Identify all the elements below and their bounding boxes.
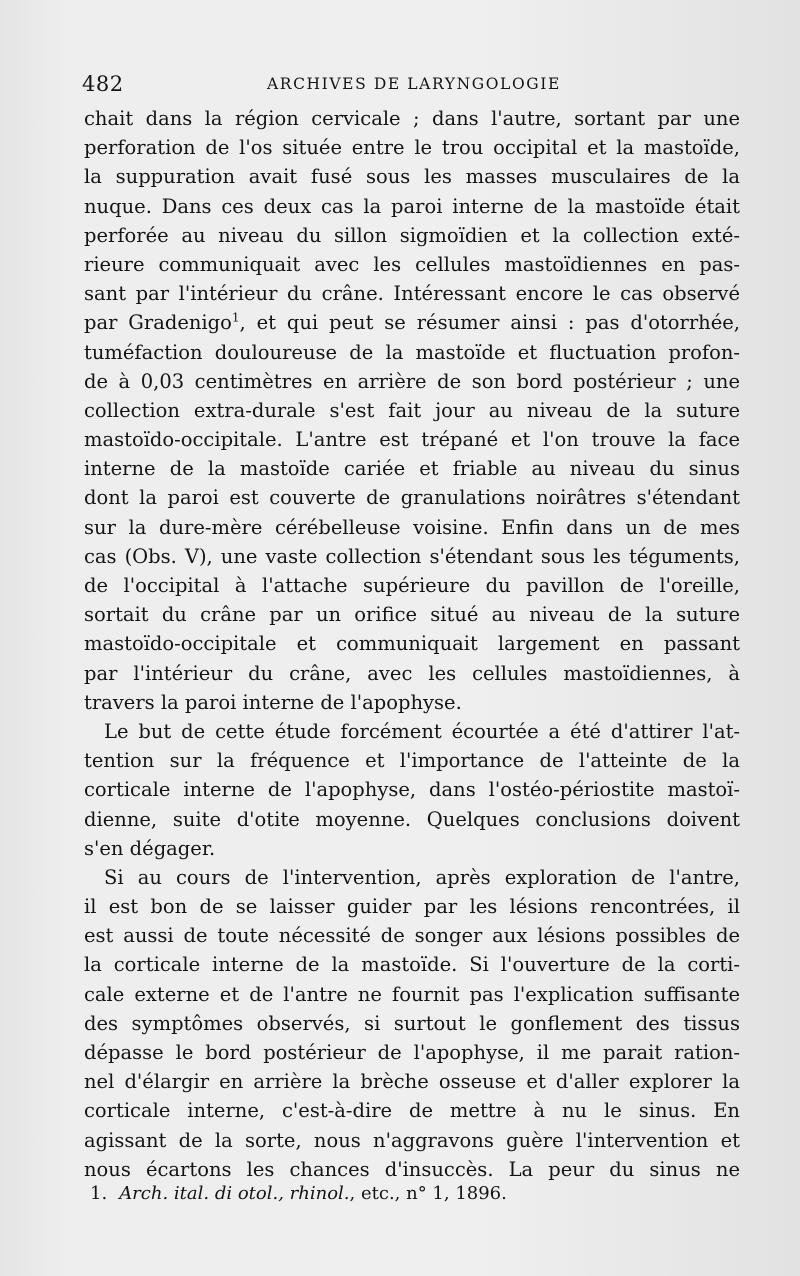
text-line: nous écartons les chances d'insuccès. La peur du sinus ne — [84, 1157, 740, 1181]
running-head: ARCHIVES DE LARYNGOLOGIE — [267, 75, 561, 93]
text-line: interne de la mastoïde cariée et friable au niveau du sinus — [84, 457, 740, 481]
text-line: tention sur la fréquence et l'importance de l'atteinte de la — [84, 749, 740, 773]
footnote-journal: Arch. ital. di otol., rhinol. — [119, 1183, 350, 1204]
footnote-marker: 1 — [231, 310, 240, 325]
footnote-number: 1. — [90, 1183, 108, 1204]
text-line: dépasse le bord postérieur de l'apophyse, il me parait ration- — [84, 1041, 740, 1064]
text-line: nel d'élargir en arrière la brèche osseuse et d'aller explorer la — [84, 1070, 740, 1094]
text-line: est aussi de toute nécessité de songer aux lésions possibles de — [84, 924, 740, 948]
footnote-reference: , etc., n° 1, 1896. — [349, 1183, 507, 1204]
text-line: corticale interne de l'apophyse, dans l'ostéo-périostite mastoï- — [84, 778, 740, 802]
text-line: dienne, suite d'otite moyenne. Quelques conclusions doivent — [84, 807, 740, 831]
text-line: de l'occipital à l'attache supérieure du pavillon de l'oreille, — [84, 574, 740, 597]
text-line — [84, 308, 740, 337]
text-fragment: par Gradenigo — [84, 311, 232, 335]
text-line: collection extra-durale s'est fait jour au niveau de la suture — [84, 398, 740, 422]
text-fragment: , et qui peut se résumer ainsi : pas d'otorrhée, — [239, 311, 740, 335]
text-line: mastoïdo-occipitale. L'antre est trépané et l'on trouve la face — [84, 428, 740, 452]
page-number: 482 — [82, 72, 124, 96]
footnote — [90, 1183, 690, 1204]
text-line: sortait du crâne par un orifice situé au niveau de la suture — [84, 603, 740, 627]
text-line: sur la dure-mère cérébelleuse voisine. Enfin dans un de mes — [84, 515, 740, 539]
text-line: perforation de l'os située entre le trou occipital et la mastoïde, — [84, 136, 740, 160]
text-line: des symptômes observés, si surtout le gonflement des tissus — [84, 1011, 740, 1035]
text-line: la suppuration avait fusé sous les masses musculaires de la — [84, 165, 740, 189]
text-line: par l'intérieur du crâne, avec les cellules mastoïdiennes, à — [84, 661, 740, 685]
text-line: nuque. Dans ces deux cas la paroi interne de la mastoïde était — [84, 194, 740, 218]
text-line: cale externe et de l'antre ne fournit pas l'explication suffisante — [84, 982, 740, 1006]
text-line: travers la paroi interne de l'apophyse. — [84, 690, 462, 714]
text-line: Le but de cette étude forcément écourtée a été d'attirer l'at- — [104, 719, 740, 743]
text-line: dont la paroi est couverte de granulations noirâtres s'étendant — [84, 486, 740, 510]
text-line: cas (Obs. V), une vaste collection s'étendant sous les téguments, — [84, 544, 740, 568]
text-line: sant par l'intérieur du crâne. Intéressant encore le cas observé — [84, 282, 740, 306]
text-line: tuméfaction douloureuse de la mastoïde et fluctuation profon- — [84, 340, 740, 364]
text-line: rieure communiquait avec les cellules mastoïdiennes en pas- — [84, 252, 740, 276]
text-line: il est bon de se laisser guider par les lésions rencontrées, il — [84, 895, 740, 919]
text-line: de à 0,03 centimètres en arrière de son bord postérieur ; une — [84, 369, 740, 393]
text-line: la corticale interne de la mastoïde. Si l'ouverture de la corti- — [84, 953, 740, 977]
text-line: perforée au niveau du sillon sigmoïdien et la collection exté- — [84, 223, 740, 247]
body-text — [84, 104, 740, 1184]
text-line: corticale interne, c'est-à-dire de mettre à nu le sinus. En — [84, 1099, 740, 1123]
text-line: s'en dégager. — [84, 836, 216, 860]
text-line: chait dans la région cervicale ; dans l'autre, sortant par une — [84, 107, 740, 130]
text-line: Si au cours de l'intervention, après exploration de l'antre, — [104, 865, 740, 889]
text-line: mastoïdo-occipitale et communiquait largement en passant — [84, 632, 740, 656]
page-header — [82, 70, 742, 100]
text-line: agissant de la sorte, nous n'aggravons guère l'intervention et — [84, 1128, 740, 1152]
